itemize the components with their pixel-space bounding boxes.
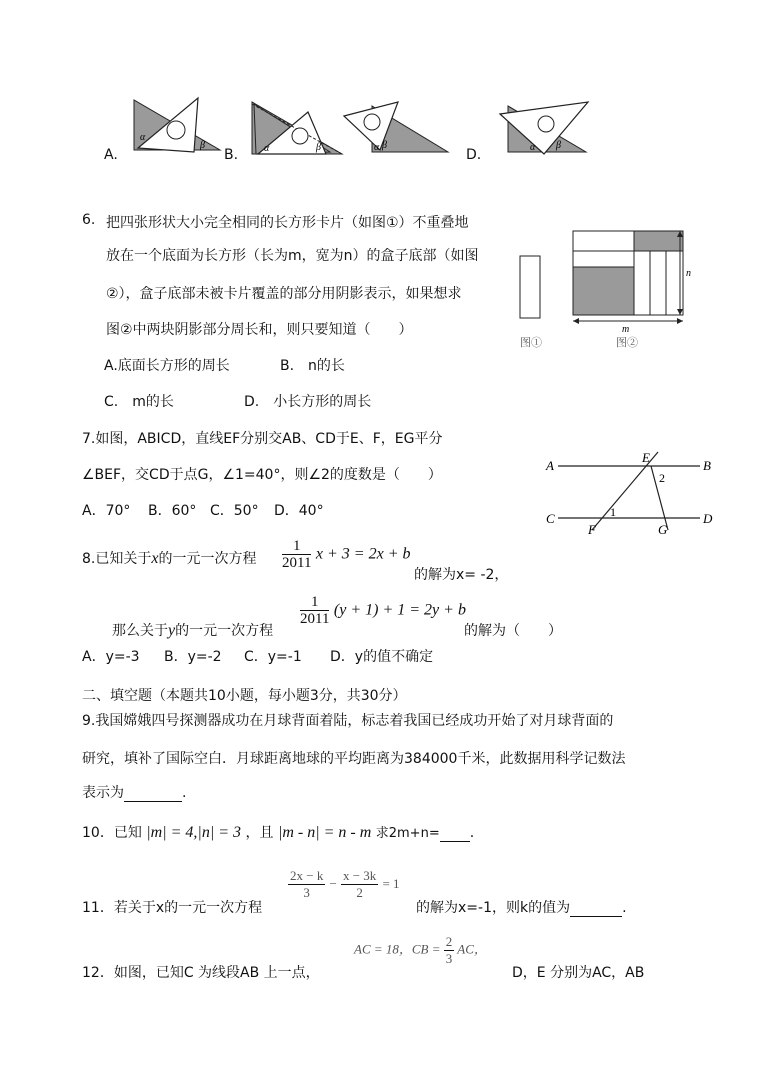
q5c-alpha: α <box>374 142 380 153</box>
q8-line-2: 那么关于y的一元一次方程 <box>112 622 274 639</box>
q8-option-c: C．y=-1 <box>244 649 302 665</box>
q6-line-4: 图②中两块阴影部分周长和，则只要知道（ ） <box>106 322 413 338</box>
q5d-alpha: α <box>530 142 536 153</box>
q7-label-b: B <box>703 458 711 473</box>
q6-option-d: D. 小长方形的周长 <box>244 394 372 410</box>
q6-line-1: 把四张形状大小完全相同的长方形卡片（如图①）不重叠地 <box>106 215 469 231</box>
q5-figure-d <box>496 100 596 156</box>
q6-fig1-caption: 图① <box>520 337 542 349</box>
q8-equation-2: $\frac{1}{2011}$ (y + 1) + 1 = 2y + b <box>300 594 466 627</box>
q5c-beta: β <box>382 140 387 151</box>
q6-option-a: A.底面长方形的周长 <box>104 358 230 374</box>
q8-line-1: 8.已知关于x的一元一次方程 <box>82 550 257 567</box>
q9-line-2: 研究，填补了国际空白．月球距离地球的平均距离为384000千米，此数据用科学记数法 <box>82 751 626 767</box>
q5b-beta: β <box>316 142 321 153</box>
q12-prefix: 12．如图，已知C 为线段AB 上一点， <box>82 965 320 981</box>
q8-option-a: A．y=-3 <box>82 649 140 665</box>
q10: 10．已知 |m| = 4,|n| = 3 ，且 |m - n| = n - m 求2m+n= . <box>82 824 475 841</box>
q5a-alpha: α <box>140 132 146 143</box>
q7-line-2: ∠BEF，交CD于点G，∠1=40°，则∠2的度数是（ ） <box>82 467 442 483</box>
q5-option-d-label: D. <box>466 147 482 163</box>
q6-option-c: C. m的长 <box>104 394 174 410</box>
q11-prefix: 11．若关于x的一元一次方程 <box>82 900 263 916</box>
q6-figure <box>512 224 702 354</box>
q5-figure-b <box>246 98 346 158</box>
q7-label-g: G <box>658 522 668 537</box>
q7-option-c: C．50° <box>210 503 259 519</box>
q6-label-m: m <box>622 324 630 335</box>
q8-option-b: B．y=-2 <box>164 649 222 665</box>
q10-condition-1: |m| = 4,|n| = 3 <box>146 824 242 841</box>
q8-option-d: D．y的值不确定 <box>330 649 434 665</box>
q12-condition: AC = 18，CB = $\frac{2}{3}$ AC， <box>354 934 487 966</box>
q11-equation: $\frac{2x - k}{3}$ − $\frac{x - 3k}{2}$ = 1 <box>290 868 400 900</box>
q6-label-n: n <box>686 268 691 279</box>
q7-label-1: 1 <box>610 505 616 519</box>
q8-equation-1: $\frac{1}{2011}$ x + 3 = 2x + b <box>282 538 411 571</box>
q7-label-a: A <box>546 458 554 473</box>
q5d-beta: β <box>556 140 561 151</box>
q7-line-1: 7.如图，ABICD，直线EF分别交AB、CD于E、F，EG平分 <box>82 431 443 447</box>
q9-line-1: 9.我国嫦娥四号探测器成功在月球背面着陆，标志着我国已经成功开始了对月球背面的 <box>82 713 614 729</box>
q5-option-a-label: A. <box>104 147 118 163</box>
q7-label-2: 2 <box>659 471 665 485</box>
q7-option-d: D．40° <box>274 503 324 519</box>
q7-label-e: E <box>642 450 650 465</box>
q7-label-c: C <box>546 511 555 526</box>
q12-suffix: D，E 分别为AC，AB <box>512 965 645 981</box>
q8-line-1-suffix: 的解为x= -2， <box>414 567 509 583</box>
q9-line-3: 表示为 . <box>82 785 187 801</box>
q5-figure-c <box>342 100 452 156</box>
q9-answer-blank <box>124 787 182 802</box>
q8-line-2-suffix: 的解为（ ） <box>464 623 562 639</box>
q7-label-d: D <box>703 511 713 526</box>
q5-option-b-label: B. <box>224 147 239 163</box>
q11-answer-blank <box>570 902 622 917</box>
q6-option-b: B. n的长 <box>280 358 345 374</box>
q6-line-2: 放在一个底面为长方形（长为m，宽为n）的盒子底部（如图 <box>106 248 479 264</box>
q7-figure <box>540 448 720 538</box>
q11-suffix: 的解为x=-1，则k的值为 . <box>416 900 627 916</box>
q5-figure-a <box>128 96 224 154</box>
q10-condition-2: |m - n| = n - m <box>277 824 372 841</box>
section-2-title: 二、填空题（本题共10小题，每小题3分，共30分） <box>82 688 407 704</box>
q5b-alpha: α <box>264 143 270 154</box>
q6-fig2-caption: 图② <box>616 337 638 349</box>
q5a-beta: β <box>200 140 205 151</box>
q7-label-f: F <box>588 522 596 537</box>
q6-number: 6. <box>82 212 96 228</box>
q10-answer-blank <box>440 827 470 842</box>
q7-option-a: A．70° <box>82 503 131 519</box>
q6-line-3: ②），盒子底部未被卡片覆盖的部分用阴影表示，如果想求 <box>106 286 462 302</box>
q7-option-b: B．60° <box>148 503 197 519</box>
